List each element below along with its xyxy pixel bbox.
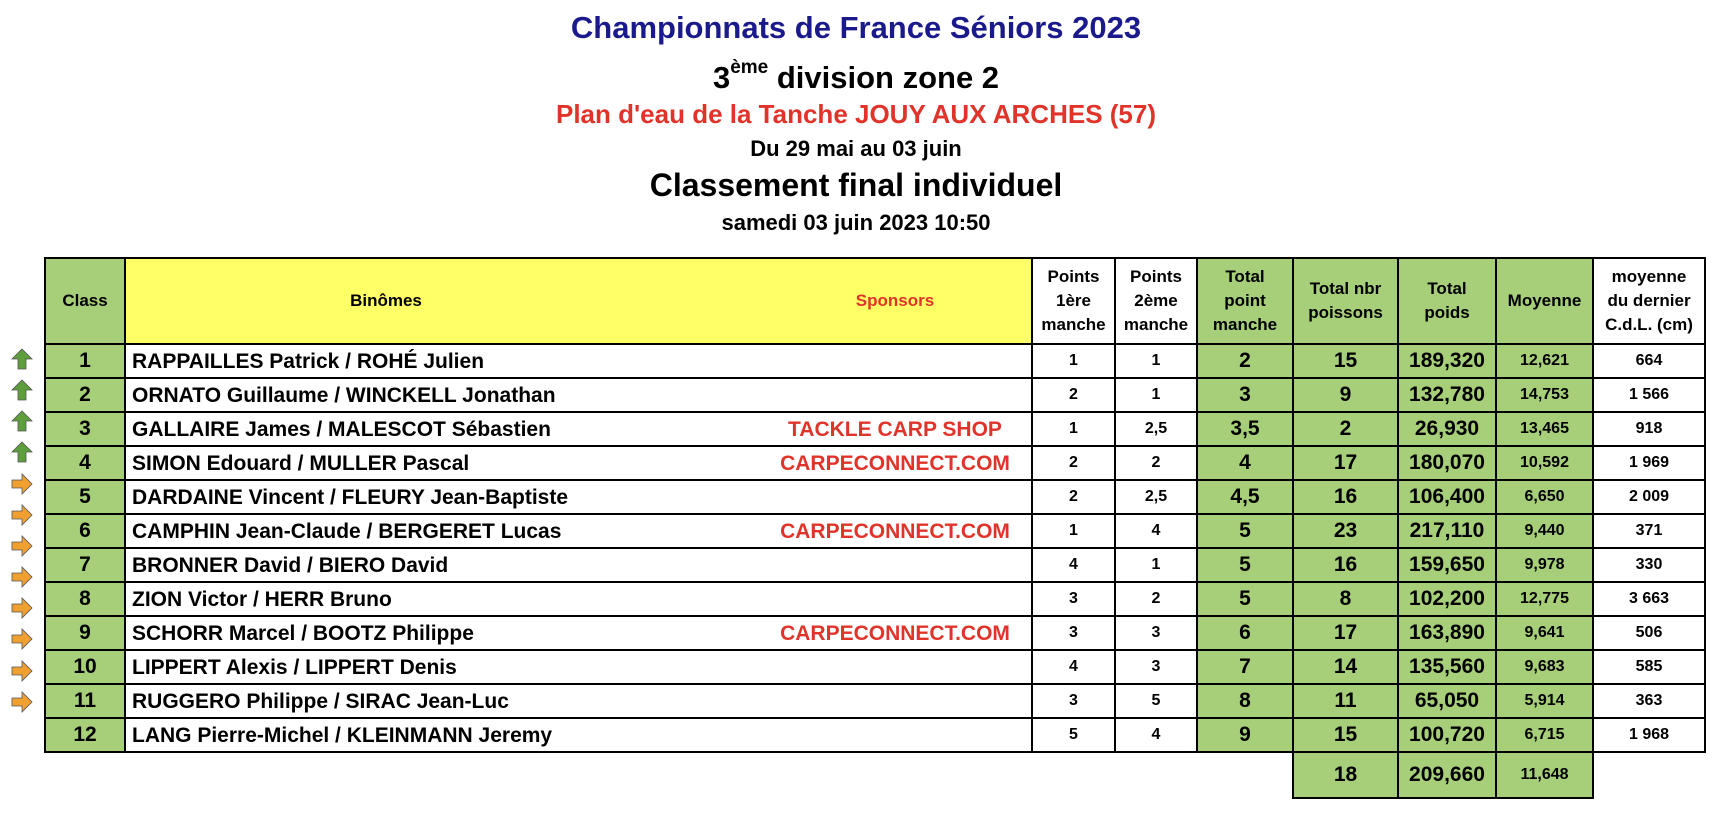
total-points-cell: 3,5 xyxy=(1197,412,1293,446)
division-superscript: ème xyxy=(730,56,769,78)
page-title: Championnats de France Séniors 2023 xyxy=(570,10,1142,45)
last-cdl-cell: 371 xyxy=(1593,514,1705,548)
points-2-cell: 1 xyxy=(1115,378,1197,412)
total-points-cell: 2 xyxy=(1197,344,1293,378)
right-arrow-icon xyxy=(10,503,34,527)
points-1-cell: 2 xyxy=(1032,378,1115,412)
header-total-points-line-3: manche xyxy=(1212,315,1278,334)
average-cell: 6,715 xyxy=(1496,718,1593,752)
total-points-cell: 7 xyxy=(1197,650,1293,684)
total-points-cell: 3 xyxy=(1197,378,1293,412)
header-points-2 xyxy=(1115,258,1197,344)
empty-cell xyxy=(125,752,1032,798)
empty-cell xyxy=(1197,752,1293,798)
table-row xyxy=(45,412,1705,446)
header-total-points-line-1: Total xyxy=(1225,267,1265,286)
total-fish-cell: 9 xyxy=(1293,378,1398,412)
average-cell: 12,775 xyxy=(1496,582,1593,616)
total-weight-cell: 135,560 xyxy=(1398,650,1496,684)
last-cdl-cell: 330 xyxy=(1593,548,1705,582)
binome-name: RAPPAILLES Patrick / ROHÉ Julien xyxy=(132,350,485,373)
division-number: 3 xyxy=(712,60,731,95)
points-2-cell: 4 xyxy=(1115,718,1197,752)
total-points-cell: 6 xyxy=(1197,616,1293,650)
last-cdl-cell: 664 xyxy=(1593,344,1705,378)
class-cell: 5 xyxy=(45,480,125,514)
class-cell: 2 xyxy=(45,378,125,412)
average-cell: 14,753 xyxy=(1496,378,1593,412)
total-weight-cell: 217,110 xyxy=(1398,514,1496,548)
binome-cell xyxy=(125,718,1032,752)
right-arrow-icon xyxy=(10,627,34,651)
binome-cell xyxy=(125,616,1032,650)
total-fish-cell: 23 xyxy=(1293,514,1398,548)
binome-cell xyxy=(125,412,1032,446)
average-cell: 12,621 xyxy=(1496,344,1593,378)
total-points-cell: 8 xyxy=(1197,684,1293,718)
average-cell: 13,465 xyxy=(1496,412,1593,446)
points-1-cell: 1 xyxy=(1032,344,1115,378)
points-2-cell: 1 xyxy=(1115,344,1197,378)
average-cell: 5,914 xyxy=(1496,684,1593,718)
empty-cell xyxy=(45,752,125,798)
table-row xyxy=(45,446,1705,480)
table-row xyxy=(45,480,1705,514)
right-arrow-icon xyxy=(10,690,34,714)
points-1-cell: 1 xyxy=(1032,412,1115,446)
header-total-fish xyxy=(1293,258,1398,344)
total-fish-cell: 14 xyxy=(1293,650,1398,684)
binome-name: LIPPERT Alexis / LIPPERT Denis xyxy=(132,656,457,679)
total-weight-cell: 180,070 xyxy=(1398,446,1496,480)
total-weight-cell: 26,930 xyxy=(1398,412,1496,446)
binome-cell xyxy=(125,378,1032,412)
header-class: Class xyxy=(45,258,125,344)
right-arrow-icon xyxy=(10,596,34,620)
total-points-cell: 5 xyxy=(1197,548,1293,582)
points-1-cell: 3 xyxy=(1032,616,1115,650)
last-cdl-cell: 506 xyxy=(1593,616,1705,650)
class-cell: 11 xyxy=(45,684,125,718)
binome-cell xyxy=(125,344,1032,378)
table-row xyxy=(45,616,1705,650)
class-cell: 7 xyxy=(45,548,125,582)
header-total-weight-line-1: Total xyxy=(1427,279,1467,298)
header-total-weight xyxy=(1398,258,1496,344)
total-weight-sum: 209,660 xyxy=(1398,752,1496,798)
total-points-cell: 4 xyxy=(1197,446,1293,480)
class-cell: 1 xyxy=(45,344,125,378)
binome-cell xyxy=(125,548,1032,582)
table-row xyxy=(45,718,1705,752)
average-cell: 9,440 xyxy=(1496,514,1593,548)
total-fish-cell: 11 xyxy=(1293,684,1398,718)
venue-title: Plan d'eau de la Tanche JOUY AUX ARCHES (57) xyxy=(555,99,1156,129)
binome-name: ZION Victor / HERR Bruno xyxy=(132,588,392,611)
sponsor-name: CARPECONNECT.COM xyxy=(780,452,1010,475)
header-average: Moyenne xyxy=(1496,258,1593,344)
points-1-cell: 2 xyxy=(1032,446,1115,480)
class-cell: 12 xyxy=(45,718,125,752)
binome-name: SCHORR Marcel / BOOTZ Philippe xyxy=(132,622,474,645)
header-points-1-line-3: manche xyxy=(1041,315,1106,334)
header-points-1-line-1: Points xyxy=(1047,267,1100,286)
class-cell: 3 xyxy=(45,412,125,446)
total-weight-cell: 132,780 xyxy=(1398,378,1496,412)
up-arrow-icon xyxy=(10,378,34,402)
page-header xyxy=(0,0,1712,256)
average-cell: 9,978 xyxy=(1496,548,1593,582)
header-total-fish-line-1: Total nbr xyxy=(1309,279,1382,298)
class-cell: 6 xyxy=(45,514,125,548)
last-cdl-cell: 2 009 xyxy=(1593,480,1705,514)
last-cdl-cell: 3 663 xyxy=(1593,582,1705,616)
points-2-cell: 3 xyxy=(1115,650,1197,684)
binome-name: ORNATO Guillaume / WINCKELL Jonathan xyxy=(132,384,556,407)
total-weight-cell: 102,200 xyxy=(1398,582,1496,616)
total-weight-cell: 65,050 xyxy=(1398,684,1496,718)
header-points-1-line-2: 1ère xyxy=(1056,291,1091,310)
total-fish-cell: 17 xyxy=(1293,616,1398,650)
date-range: Du 29 mai au 03 juin xyxy=(750,136,962,161)
last-cdl-cell: 1 566 xyxy=(1593,378,1705,412)
ranking-title: Classement final individuel xyxy=(649,167,1063,203)
total-points-cell: 5 xyxy=(1197,582,1293,616)
table-row xyxy=(45,344,1705,378)
last-cdl-cell: 363 xyxy=(1593,684,1705,718)
average-cell: 9,641 xyxy=(1496,616,1593,650)
binome-name: LANG Pierre-Michel / KLEINMANN Jeremy xyxy=(132,724,553,747)
sponsor-name: CARPECONNECT.COM xyxy=(780,520,1010,543)
up-arrow-icon xyxy=(10,409,34,433)
total-fish-cell: 17 xyxy=(1293,446,1398,480)
total-points-cell: 4,5 xyxy=(1197,480,1293,514)
up-arrow-icon xyxy=(10,347,34,371)
header-last-cdl-line-2: du dernier xyxy=(1607,291,1691,310)
header-points-2-line-3: manche xyxy=(1123,315,1189,334)
binome-cell xyxy=(125,582,1032,616)
class-cell: 9 xyxy=(45,616,125,650)
total-fish-cell: 16 xyxy=(1293,548,1398,582)
header-binomes: Binômes xyxy=(350,291,422,310)
total-fish-cell: 8 xyxy=(1293,582,1398,616)
table-row xyxy=(45,650,1705,684)
binome-name: DARDAINE Vincent / FLEURY Jean-Baptiste xyxy=(132,486,569,509)
header-total-points xyxy=(1197,258,1293,344)
points-1-cell: 3 xyxy=(1032,582,1115,616)
points-1-cell: 3 xyxy=(1032,684,1115,718)
points-1-cell: 1 xyxy=(1032,514,1115,548)
up-arrow-icon xyxy=(10,440,34,464)
points-2-cell: 5 xyxy=(1115,684,1197,718)
points-1-cell: 4 xyxy=(1032,548,1115,582)
total-points-cell: 5 xyxy=(1197,514,1293,548)
sponsor-name: TACKLE CARP SHOP xyxy=(788,418,1002,441)
total-weight-cell: 100,720 xyxy=(1398,718,1496,752)
average-sum: 11,648 xyxy=(1496,752,1593,798)
empty-cell xyxy=(1032,752,1115,798)
table-row xyxy=(45,582,1705,616)
average-cell: 6,650 xyxy=(1496,480,1593,514)
right-arrow-icon xyxy=(10,472,34,496)
header-points-2-line-1: Points xyxy=(1130,267,1182,286)
header-last-cdl-line-1: moyenne xyxy=(1611,267,1687,286)
empty-cell xyxy=(1115,752,1197,798)
right-arrow-icon xyxy=(10,659,34,683)
average-cell: 10,592 xyxy=(1496,446,1593,480)
ranking-table xyxy=(44,257,1706,799)
binome-cell xyxy=(125,650,1032,684)
header-last-cdl-line-3: C.d.L. (cm) xyxy=(1605,315,1693,334)
total-fish-cell: 15 xyxy=(1293,344,1398,378)
binome-cell xyxy=(125,446,1032,480)
header-total-weight-line-2: poids xyxy=(1424,303,1470,322)
last-cdl-cell: 1 968 xyxy=(1593,718,1705,752)
table-row xyxy=(45,514,1705,548)
division-title xyxy=(0,56,1712,96)
total-fish-sum: 18 xyxy=(1293,752,1398,798)
total-points-cell: 9 xyxy=(1197,718,1293,752)
class-cell: 10 xyxy=(45,650,125,684)
total-weight-cell: 189,320 xyxy=(1398,344,1496,378)
binome-name: RUGGERO Philippe / SIRAC Jean-Luc xyxy=(132,690,509,713)
binome-name: BRONNER David / BIERO David xyxy=(132,554,449,577)
binome-name: CAMPHIN Jean-Claude / BERGERET Lucas xyxy=(132,520,562,543)
table-row xyxy=(45,378,1705,412)
points-2-cell: 3 xyxy=(1115,616,1197,650)
header-binomes-sponsors xyxy=(125,258,1032,344)
totals-row xyxy=(45,752,1705,798)
division-label: division zone 2 xyxy=(768,60,1000,95)
binome-cell xyxy=(125,684,1032,718)
class-cell: 8 xyxy=(45,582,125,616)
header-total-fish-line-2: poissons xyxy=(1308,303,1383,322)
table-header-row xyxy=(45,258,1705,344)
points-2-cell: 2,5 xyxy=(1115,412,1197,446)
last-cdl-cell: 1 969 xyxy=(1593,446,1705,480)
header-sponsors: Sponsors xyxy=(855,291,935,310)
binome-name: GALLAIRE James / MALESCOT Sébastien xyxy=(132,418,551,441)
last-cdl-cell: 918 xyxy=(1593,412,1705,446)
last-cdl-cell: 585 xyxy=(1593,650,1705,684)
total-fish-cell: 2 xyxy=(1293,412,1398,446)
points-1-cell: 5 xyxy=(1032,718,1115,752)
ranking-datetime: samedi 03 juin 2023 10:50 xyxy=(721,210,991,235)
average-cell: 9,683 xyxy=(1496,650,1593,684)
points-2-cell: 4 xyxy=(1115,514,1197,548)
total-weight-cell: 106,400 xyxy=(1398,480,1496,514)
right-arrow-icon xyxy=(10,565,34,589)
class-cell: 4 xyxy=(45,446,125,480)
points-1-cell: 2 xyxy=(1032,480,1115,514)
table-row xyxy=(45,684,1705,718)
right-arrow-icon xyxy=(10,534,34,558)
header-total-points-line-2: point xyxy=(1224,291,1266,310)
points-2-cell: 2,5 xyxy=(1115,480,1197,514)
points-2-cell: 2 xyxy=(1115,446,1197,480)
table-row xyxy=(45,548,1705,582)
points-2-cell: 2 xyxy=(1115,582,1197,616)
total-fish-cell: 16 xyxy=(1293,480,1398,514)
total-weight-cell: 159,650 xyxy=(1398,548,1496,582)
points-1-cell: 4 xyxy=(1032,650,1115,684)
binome-cell xyxy=(125,514,1032,548)
empty-cell xyxy=(1593,752,1705,798)
header-points-2-line-2: 2ème xyxy=(1134,291,1178,310)
binome-cell xyxy=(125,480,1032,514)
total-fish-cell: 15 xyxy=(1293,718,1398,752)
points-2-cell: 1 xyxy=(1115,548,1197,582)
total-weight-cell: 163,890 xyxy=(1398,616,1496,650)
binome-name: SIMON Edouard / MULLER Pascal xyxy=(132,452,470,475)
sponsor-name: CARPECONNECT.COM xyxy=(780,622,1010,645)
header-last-cdl xyxy=(1593,258,1705,344)
